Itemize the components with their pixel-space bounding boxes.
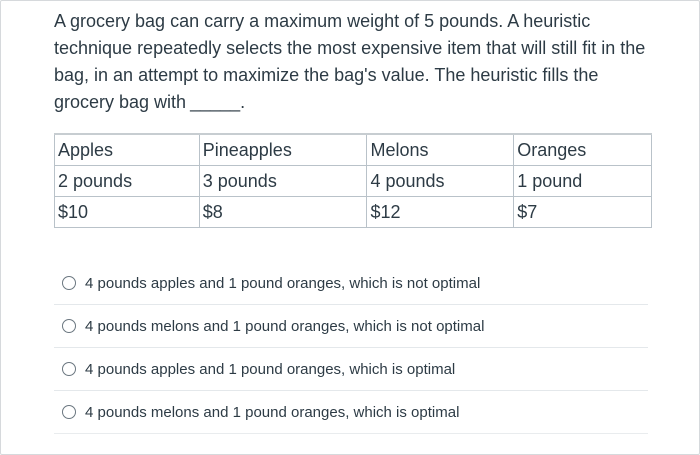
table-cell-price: $12 bbox=[367, 197, 514, 228]
table-cell-price: $10 bbox=[55, 197, 200, 228]
table-row-item bbox=[55, 134, 652, 166]
question-text bbox=[54, 8, 654, 116]
table-cell-weight: 2 pounds bbox=[55, 166, 200, 197]
answer-option-2[interactable] bbox=[54, 305, 648, 348]
answer-list bbox=[54, 262, 648, 434]
answer-label: 4 pounds melons and 1 pound oranges, which is optimal bbox=[85, 403, 460, 421]
answer-option-1[interactable] bbox=[54, 262, 648, 305]
answer-blank: _____. bbox=[190, 92, 246, 112]
radio-button[interactable] bbox=[62, 319, 76, 333]
table-cell-weight: 1 pound bbox=[514, 166, 652, 197]
answer-label: 4 pounds melons and 1 pound oranges, which is not optimal bbox=[85, 317, 485, 335]
table-cell-weight: 4 pounds bbox=[367, 166, 514, 197]
answer-option-3[interactable] bbox=[54, 348, 648, 391]
radio-button[interactable] bbox=[62, 362, 76, 376]
answer-option-4[interactable] bbox=[54, 391, 648, 434]
table-cell-item: Apples bbox=[55, 134, 200, 166]
table-cell-item: Oranges bbox=[514, 134, 652, 166]
table-cell-item: Melons bbox=[367, 134, 514, 166]
answer-label: 4 pounds apples and 1 pound oranges, which is not optimal bbox=[85, 274, 481, 292]
table-row-weight bbox=[55, 166, 652, 197]
table-row-price bbox=[55, 197, 652, 228]
question-body: A grocery bag can carry a maximum weight of 5 pounds. A heuristic technique repeatedly selects the most expensive item that will still fit in the bag, in an attempt to maximize the bag's value. The heuristic fills the grocery bag with bbox=[54, 11, 646, 112]
table-cell-price: $8 bbox=[199, 197, 367, 228]
grocery-items-table bbox=[54, 133, 652, 228]
answer-label: 4 pounds apples and 1 pound oranges, which is optimal bbox=[85, 360, 456, 378]
table-cell-price: $7 bbox=[514, 197, 652, 228]
table-cell-weight: 3 pounds bbox=[199, 166, 367, 197]
radio-button[interactable] bbox=[62, 276, 76, 290]
radio-button[interactable] bbox=[62, 405, 76, 419]
table-cell-item: Pineapples bbox=[199, 134, 367, 166]
